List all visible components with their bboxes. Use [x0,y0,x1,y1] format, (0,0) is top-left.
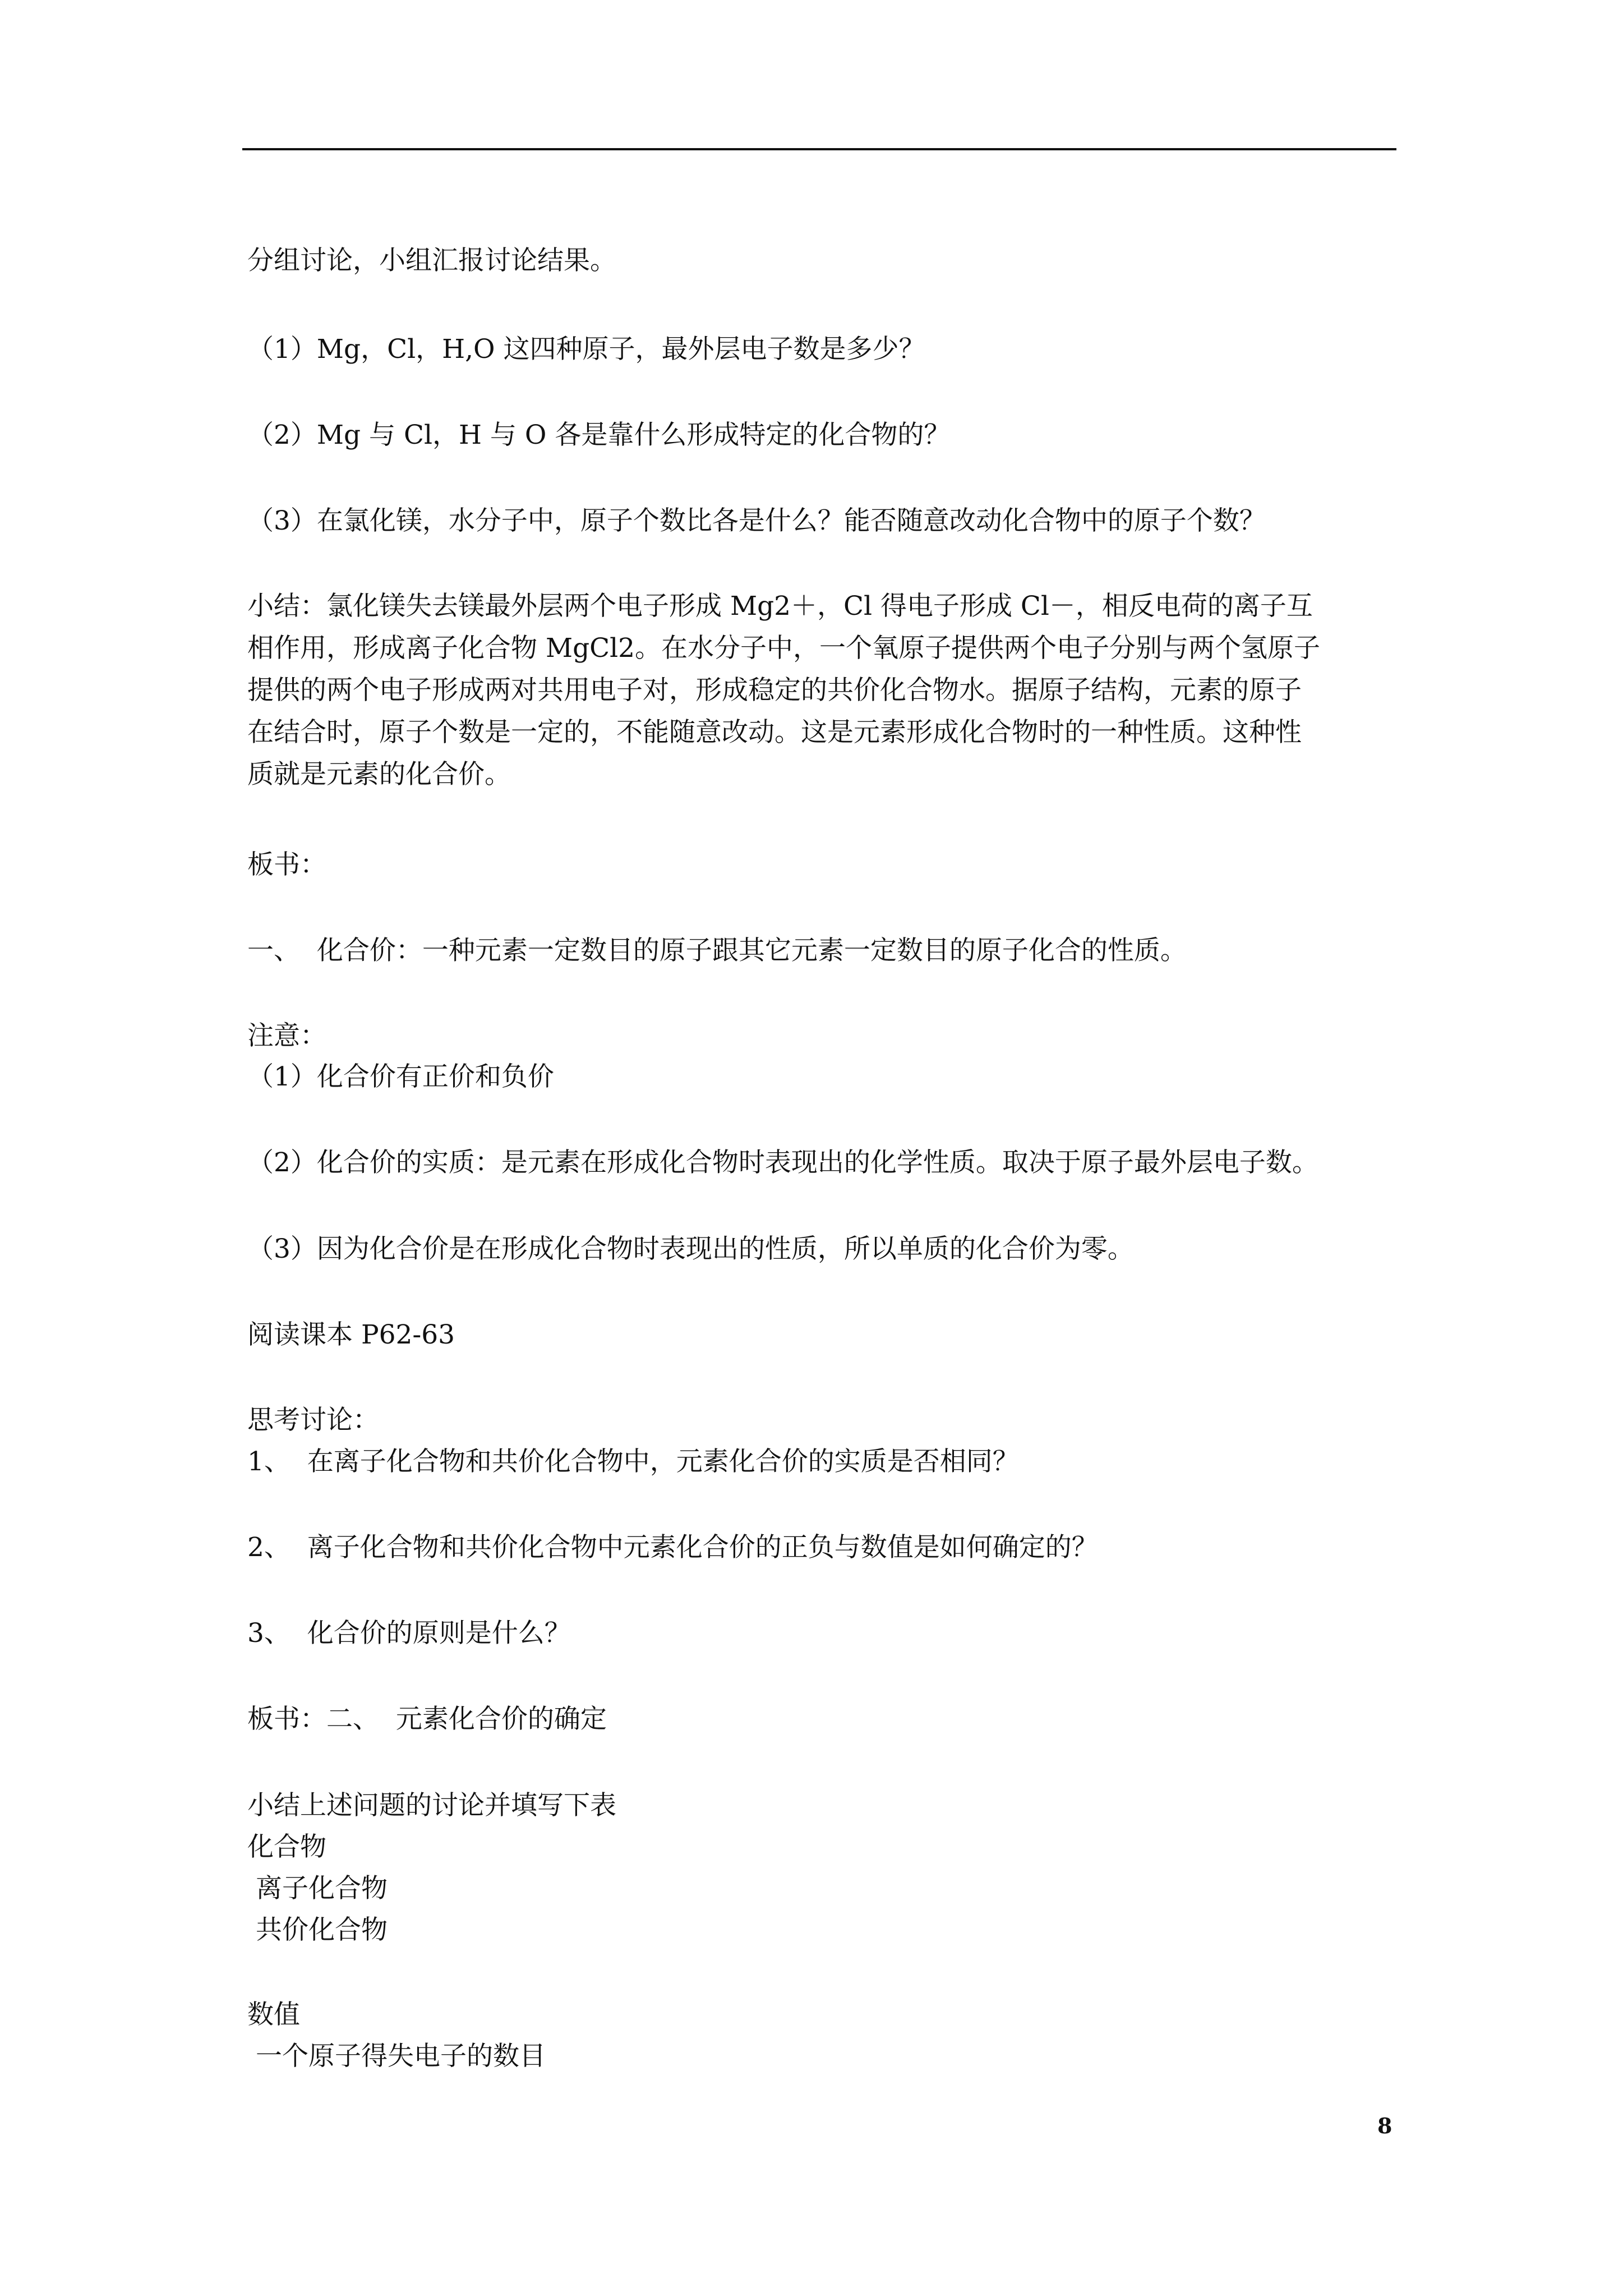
think-question-1: 1、 在离子化合物和共价化合物中，元素化合价的实质是否相同？ [247,1446,1019,1477]
table-col-compound: 化合物 [247,1832,326,1862]
think-question-2: 2、 离子化合物和共价化合物中元素化合价的正负与数值是如何确定的？ [247,1532,1098,1563]
question-1: （1）Mg，Cl，H,O 这四种原子，最外层电子数是多少？ [247,334,925,365]
board-heading-2: 板书：二、 元素化合价的确定 [247,1704,607,1734]
valence-definition: 一、 化合价：一种元素一定数目的原子跟其它元素一定数目的原子化合的性质。 [247,935,1187,966]
header-rule [242,148,1396,150]
note-title: 注意： [247,1020,326,1051]
summary-line: 提供的两个电子形成两对共用电子对，形成稳定的共价化合物水。据原子结构，元素的原子 [247,675,1302,706]
question-2: （2）Mg 与 Cl，H 与 O 各是靠什么形成特定的化合物的？ [247,420,951,450]
summary-line: 小结：氯化镁失去镁最外层两个电子形成 Mg2＋，Cl 得电子形成 Cl－，相反电荷的离子互 [247,591,1313,622]
table-row-ionic: 离子化合物 [247,1873,388,1904]
summary-line: 质就是元素的化合价。 [247,759,511,790]
summary-line: 在结合时，原子个数是一定的，不能随意改动。这是元素形成化合物时的一种性质。这种性 [247,717,1302,748]
reading-assignment: 阅读课本 P62-63 [247,1319,455,1350]
board-heading: 板书： [247,849,326,880]
question-3: （3）在氯化镁，水分子中，原子个数比各是什么？能否随意改动化合物中的原子个数？ [247,505,1266,536]
note-2: （2）化合价的实质：是元素在形成化合物时表现出的化学性质。取决于原子最外层电子数。 [247,1147,1318,1178]
page-number: 8 [1377,2113,1393,2138]
table-value-description: 一个原子得失电子的数目 [247,2041,546,2072]
note-1: （1）化合价有正价和负价 [247,1061,554,1092]
table-col-value: 数值 [247,1999,300,2030]
think-title: 思考讨论： [247,1405,379,1435]
summary-paragraph [247,585,1386,795]
discussion-instruction: 分组讨论，小组汇报讨论结果。 [247,245,616,276]
summary-line: 相作用，形成离子化合物 MgCl2。在水分子中，一个氧原子提供两个电子分别与两个氢原子 [247,633,1321,664]
table-intro: 小结上述问题的讨论并填写下表 [247,1790,616,1821]
note-3: （3）因为化合价是在形成化合物时表现出的性质，所以单质的化合价为零。 [247,1234,1134,1264]
think-question-3: 3、 化合价的原则是什么？ [247,1618,571,1649]
table-row-covalent: 共价化合物 [247,1915,388,1945]
